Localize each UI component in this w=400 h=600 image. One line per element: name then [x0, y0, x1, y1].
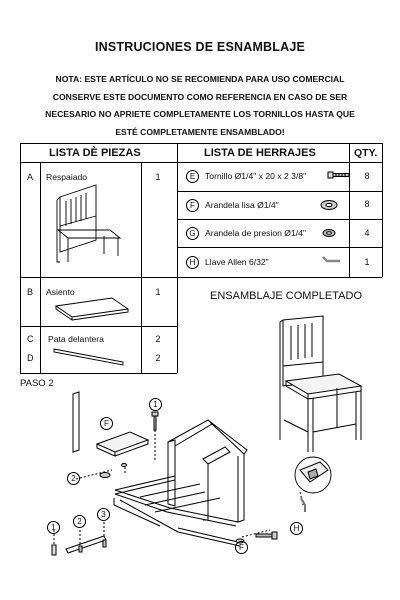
part-c-d-legs-drawing: [54, 349, 123, 365]
part-letter-d: D: [27, 353, 34, 363]
step-callout-h: H: [290, 522, 303, 535]
step-callout-2-bottom: 2: [73, 515, 86, 528]
completed-assembly-label: ENSAMBLAJE COMPLETADO: [210, 290, 362, 302]
part-qty-a: 1: [155, 172, 161, 182]
part-a-backrest-drawing: [57, 185, 120, 262]
note-line: ESTÉ COMPLETAMENTE ENSAMBLADO!: [115, 126, 285, 137]
step-callout-f-bottom: F: [235, 541, 248, 554]
step-2-exploded-drawing: [52, 392, 331, 555]
step-callout-f-top: F: [100, 417, 113, 430]
part-b-seat-drawing: [56, 298, 128, 320]
allen-key-icon: [323, 257, 340, 261]
part-name-c: Pata delantera: [48, 334, 104, 344]
lock-washer-icon: [122, 464, 127, 467]
step-callout-1-bottom: 1: [47, 521, 60, 534]
callout-e: E: [186, 170, 199, 183]
rail-drawing: [52, 536, 106, 555]
bolt-icon: [328, 172, 349, 178]
part-letter-c: C: [27, 334, 34, 344]
lock-washer-icon: [323, 230, 335, 237]
completed-chair-drawing: [280, 316, 361, 452]
hardware-name-f: Arandela lisa Ø1/4": [205, 200, 279, 210]
hardware-qty-g: 4: [364, 228, 370, 238]
part-qty-b: 1: [155, 287, 161, 297]
step-callout-1-top: 1: [149, 398, 162, 411]
hardware-name-h: Llave Allen 6/32": [205, 257, 269, 267]
callout-f: F: [186, 199, 199, 212]
part-name-a: Respaiado: [46, 172, 88, 182]
part-name-b: Asiento: [46, 287, 75, 297]
hardware-name-e: Tornillo Ø1/4" x 20 x 2 3/8": [205, 171, 307, 181]
step-callout-3-bottom: 3: [97, 508, 110, 521]
bolt-icon: [152, 412, 158, 430]
part-qty-d: 2: [155, 353, 161, 363]
hardware-name-g: Arandela de presion Ø1/4": [205, 228, 306, 238]
note-line: NECESARIO NO APRIETE COMPLETAMENTE LOS TORNILLOS HASTA QUE: [45, 109, 355, 119]
part-qty-c: 2: [155, 334, 161, 344]
part-letter-b: B: [27, 287, 34, 297]
hardware-list-header: LISTA DE HERRAJES: [204, 147, 316, 159]
callout-h: H: [186, 256, 199, 269]
note-line: CONSERVE ESTE DOCUMENTO COMO REFERENCIA EN CASO DE SER: [52, 91, 348, 102]
hardware-qty-e: 8: [364, 171, 370, 181]
callout-g: G: [186, 227, 199, 240]
flat-washer-icon: [321, 201, 337, 210]
page-title: INSTRUCIONES DE ESNAMBLAJE: [94, 40, 306, 54]
step-callout-2-left: 2: [67, 472, 80, 485]
corner-detail-icon: [295, 457, 331, 493]
note-line: NOTA: ESTE ARTÍCULO NO SE RECOMIENDA PARA USO COMERCIAL: [55, 74, 345, 84]
flat-washer-icon: [100, 473, 244, 544]
part-letter-a: A: [27, 172, 34, 182]
parts-list-header: LISTA DÈ PIEZAS: [49, 147, 141, 159]
qty-header: QTY.: [354, 147, 378, 159]
step-label: PASO 2: [20, 378, 54, 389]
hardware-qty-h: 1: [364, 257, 370, 267]
hardware-qty-f: 8: [364, 199, 370, 209]
